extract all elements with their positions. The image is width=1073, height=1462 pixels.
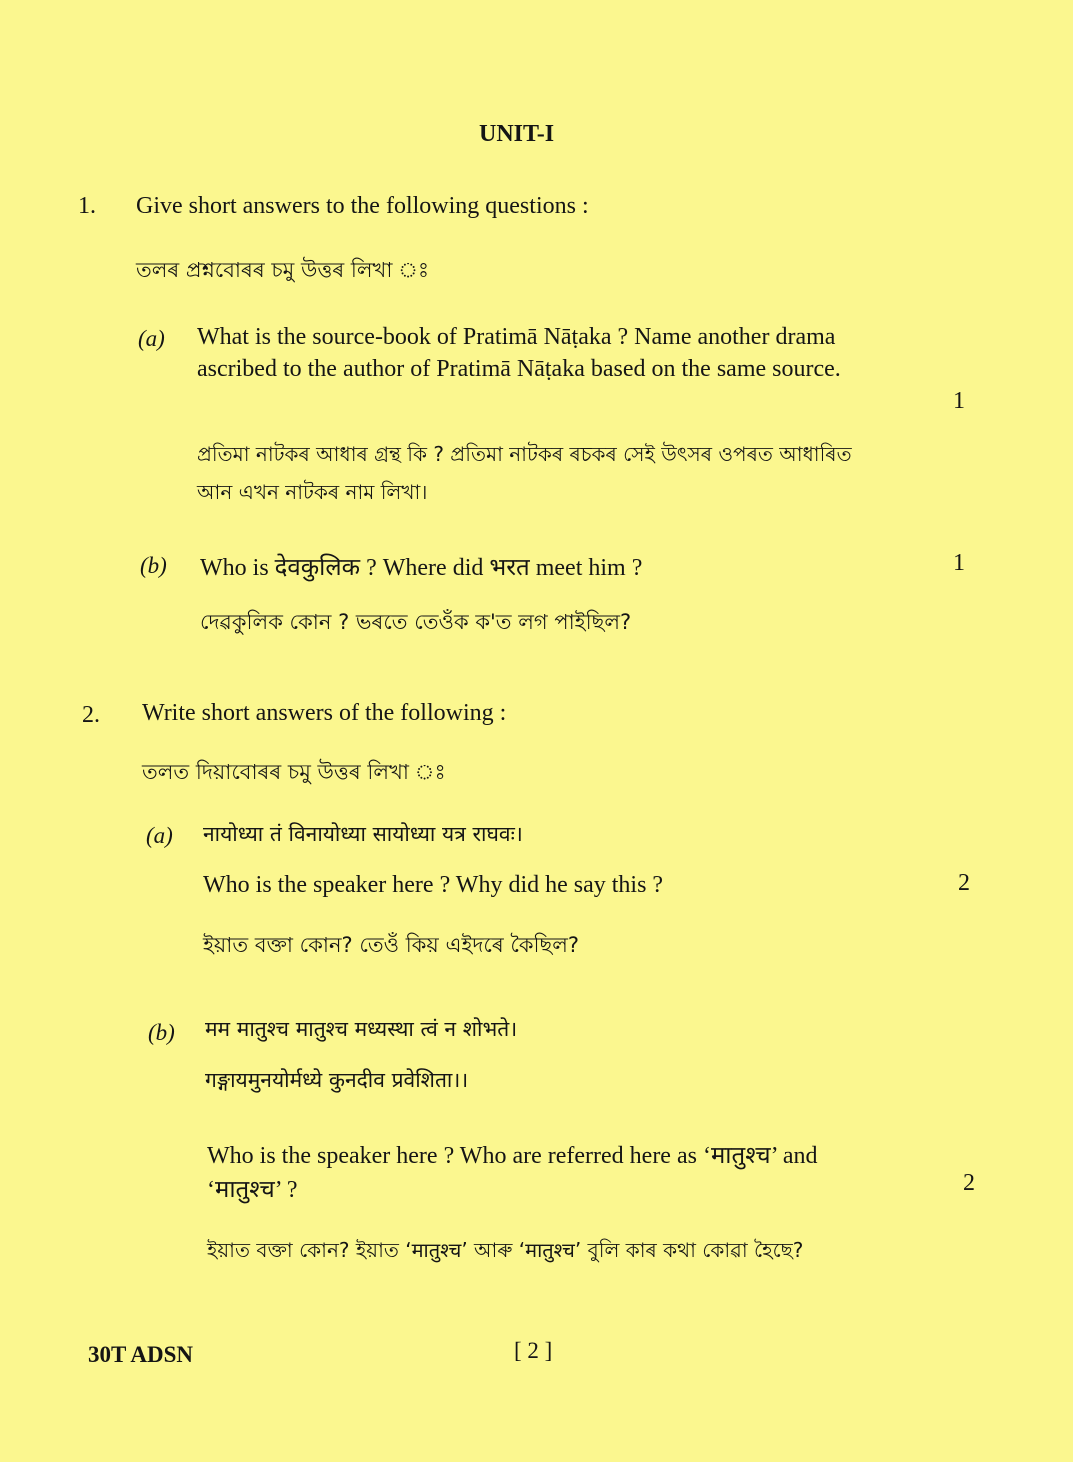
q2b-text-en-line1: Who is the speaker here ? Who are referred here as ‘मातुश्च’ and (207, 1143, 818, 1169)
q1-instruction-en: Give short answers to the following questions : (136, 193, 589, 219)
q1-instruction-as: তলৰ প্ৰশ্নবোৰৰ চমু উত্তৰ লিখা ঃ (136, 258, 430, 282)
q1-number: 1. (78, 193, 96, 219)
q1a-text-en-line2: ascribed to the author of Pratimā Nāṭaka based on the same source. (197, 356, 841, 382)
q2b-text-as: ইয়াত বক্তা কোন? ইয়াত ‘मातुश्च’ আৰু ‘मातुश्च’ বুলি কাৰ কথা কোৱা হৈছে? (207, 1238, 804, 1262)
q2-instruction-as: তলত দিয়াবোৰৰ চমু উত্তৰ লিখা ঃ (142, 760, 446, 784)
paper-code: 30T ADSN (88, 1342, 194, 1367)
q1a-text-as-line1: প্ৰতিমা নাটকৰ আধাৰ গ্ৰন্থ কি ? প্ৰতিমা নাটকৰ ৰচকৰ সেই উৎসৰ ওপৰত আধাৰিত (197, 442, 852, 466)
q2-number: 2. (82, 702, 100, 728)
q1b-marks: 1 (953, 550, 965, 576)
q2b-marks: 2 (963, 1170, 975, 1196)
page-number: [ 2 ] (514, 1338, 553, 1363)
q2b-verse-line2: गङ्गायमुनयोर्मध्ये कुनदीव प्रवेशिता।। (205, 1068, 469, 1092)
q1b-text-en: Who is देवकुलिक ? Where did भरत meet him ? (200, 555, 643, 581)
unit-title: UNIT-I (479, 121, 555, 147)
q1a-text-en-line1: What is the source-book of Pratimā Nāṭaka ? Name another drama (197, 324, 836, 350)
q2a-text-as: ইয়াত বক্তা কোন? তেওঁ কিয় এইদৰে কৈছিল? (203, 933, 580, 957)
q2b-text-en-line2: ‘मातुश्च’ ? (207, 1177, 298, 1203)
q2b-label: (b) (148, 1020, 175, 1045)
q1a-label: (a) (138, 326, 165, 351)
q2a-marks: 2 (958, 870, 970, 896)
q2-instruction-en: Write short answers of the following : (142, 700, 507, 726)
q2a-text-en: Who is the speaker here ? Why did he say this ? (203, 872, 664, 898)
q1b-text-as: দেৱকুলিক কোন ? ভৰতে তেওঁক ক'ত লগ পাইছিল? (200, 610, 632, 634)
q2b-verse-line1: मम मातुश्च मातुश्च मध्यस्था त्वं न शोभते। (205, 1017, 518, 1041)
q2a-label: (a) (146, 823, 173, 848)
q1a-marks: 1 (953, 388, 965, 414)
q2a-verse: नायोध्या तं विनायोध्या सायोध्या यत्र राघवः। (203, 822, 523, 846)
q1b-label: (b) (140, 553, 167, 578)
q1a-text-as-line2: আন এখন নাটকৰ নাম লিখা। (197, 480, 428, 504)
